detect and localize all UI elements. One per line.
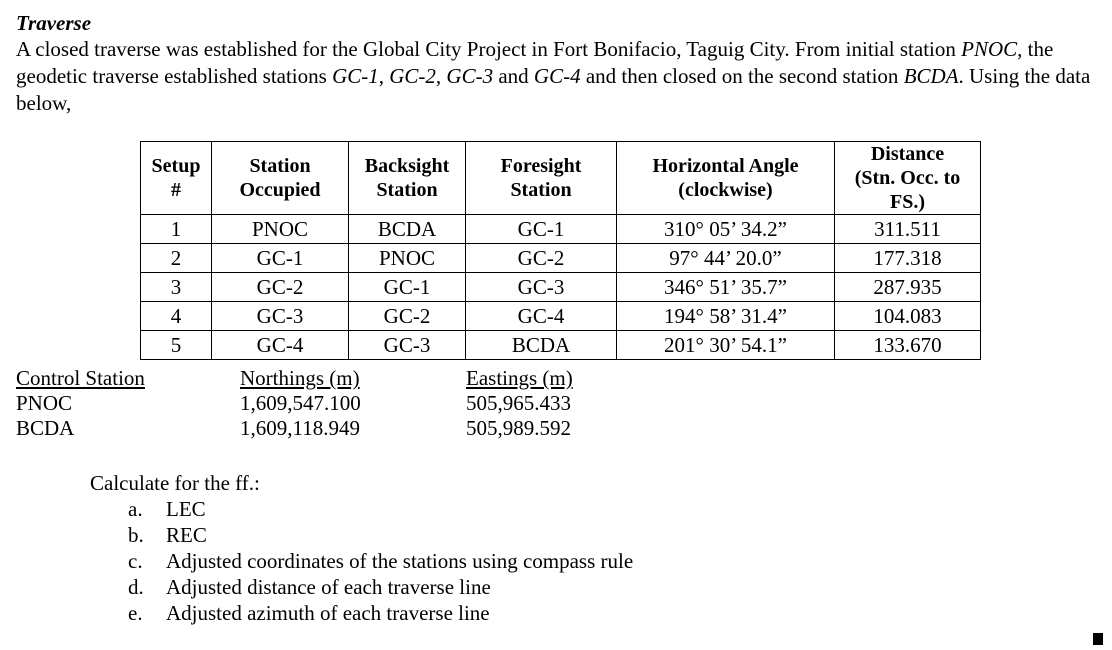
list-item-text: LEC — [166, 497, 206, 521]
list-item — [128, 574, 633, 600]
table-header-row — [141, 142, 981, 215]
header-setup: Setup # — [141, 142, 212, 215]
list-item-text: REC — [166, 523, 207, 547]
list-item — [128, 496, 633, 522]
station-name: GC-4 — [533, 64, 581, 88]
header-station-occupied: Station Occupied — [212, 142, 349, 215]
cell-foresight: BCDA — [466, 331, 617, 360]
northing-value: 1,609,547.100 — [240, 391, 361, 415]
cell-station-occupied: GC-4 — [212, 331, 349, 360]
station-name: GC-1 — [332, 64, 379, 88]
eastings-column — [466, 366, 573, 441]
northings-header: Northings (m) — [240, 366, 360, 390]
cell-setup: 5 — [141, 331, 212, 360]
list-marker: a. — [128, 497, 143, 521]
station-name: GC-3 — [446, 64, 494, 88]
cell-distance: 311.511 — [835, 215, 981, 244]
cell-distance: 133.670 — [835, 331, 981, 360]
header-backsight-station: Backsight Station — [349, 142, 466, 215]
cell-backsight: BCDA — [349, 215, 466, 244]
cell-foresight: GC-4 — [466, 302, 617, 331]
list-marker: d. — [128, 575, 144, 599]
cell-horizontal-angle: 346° 51’ 35.7” — [617, 273, 835, 302]
calculate-intro: Calculate for the ff.: — [90, 471, 260, 495]
easting-value: 505,989.592 — [466, 416, 571, 440]
cell-distance: 104.083 — [835, 302, 981, 331]
list-item-text: Adjusted azimuth of each traverse line — [166, 601, 490, 625]
cell-setup: 1 — [141, 215, 212, 244]
list-item — [128, 522, 633, 548]
cell-horizontal-angle: 201° 30’ 54.1” — [617, 331, 835, 360]
cell-distance: 287.935 — [835, 273, 981, 302]
table-row — [141, 331, 981, 360]
cell-backsight: GC-3 — [349, 331, 466, 360]
station-name: GC-2 — [389, 64, 436, 88]
cell-station-occupied: PNOC — [212, 215, 349, 244]
list-item-text: Adjusted coordinates of the stations using compass rule — [166, 549, 634, 573]
list-item — [128, 600, 633, 626]
cell-foresight: GC-2 — [466, 244, 617, 273]
cell-horizontal-angle: 310° 05’ 34.2” — [617, 215, 835, 244]
cell-horizontal-angle: 194° 58’ 31.4” — [617, 302, 835, 331]
header-foresight-station: Foresight Station — [466, 142, 617, 215]
list-item — [128, 548, 633, 574]
cell-backsight: PNOC — [349, 244, 466, 273]
header-horizontal-angle: Horizontal Angle (clockwise) — [617, 142, 835, 215]
cell-station-occupied: GC-2 — [212, 273, 349, 302]
cell-foresight: GC-3 — [466, 273, 617, 302]
cell-horizontal-angle: 97° 44’ 20.0” — [617, 244, 835, 273]
traverse-table — [140, 141, 981, 360]
heading: Traverse — [16, 11, 92, 35]
list-marker: c. — [128, 549, 143, 573]
calculate-list — [128, 496, 633, 626]
control-station-value: PNOC — [16, 391, 73, 415]
station-name: BCDA — [903, 64, 959, 88]
cell-setup: 2 — [141, 244, 212, 273]
northing-value: 1,609,118.949 — [240, 416, 360, 440]
eastings-header: Eastings (m) — [466, 366, 573, 390]
header-distance: Distance (Stn. Occ. to FS.) — [835, 142, 981, 215]
northings-column — [240, 366, 361, 441]
problem-paragraph: A closed traverse was established for the Global City Project in Fort Bonifacio, Taguig City. From initial station PNOC, the geodetic traverse established stations GC-1, GC-2, GC-3 and GC-4 and then closed on the second station BCDA. Using the data below, — [16, 37, 1091, 115]
cell-station-occupied: GC-1 — [212, 244, 349, 273]
control-station-value: BCDA — [16, 416, 75, 440]
control-station-header: Control Station — [16, 366, 145, 390]
cell-setup: 4 — [141, 302, 212, 331]
cell-backsight: GC-2 — [349, 302, 466, 331]
end-mark — [1093, 633, 1103, 645]
cell-station-occupied: GC-3 — [212, 302, 349, 331]
cell-distance: 177.318 — [835, 244, 981, 273]
cell-setup: 3 — [141, 273, 212, 302]
easting-value: 505,965.433 — [466, 391, 571, 415]
list-marker: b. — [128, 523, 144, 547]
table-row — [141, 302, 981, 331]
table-row — [141, 244, 981, 273]
table-row — [141, 273, 981, 302]
table-row — [141, 215, 981, 244]
list-marker: e. — [128, 601, 143, 625]
control-station-column — [16, 366, 145, 441]
station-name: PNOC — [961, 37, 1018, 61]
list-item-text: Adjusted distance of each traverse line — [166, 575, 491, 599]
cell-foresight: GC-1 — [466, 215, 617, 244]
cell-backsight: GC-1 — [349, 273, 466, 302]
